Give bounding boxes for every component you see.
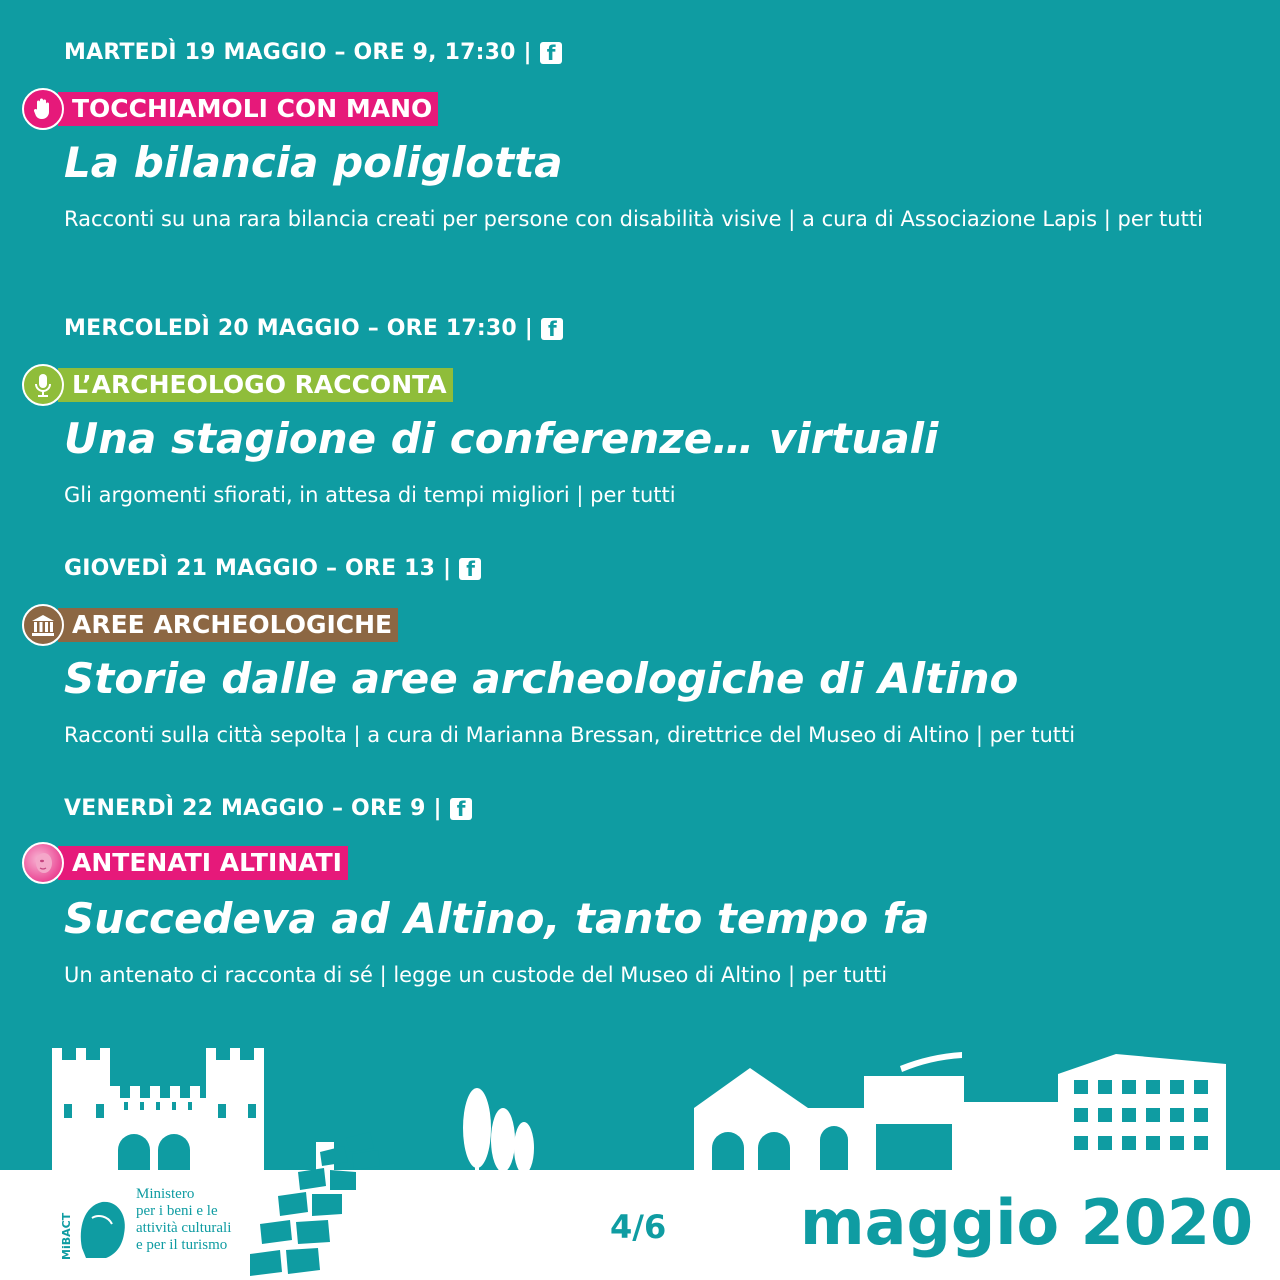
event-description: Racconti su una rara bilancia creati per persone con disabilità visive | a cura di Associazione Lapis | per tutti [64, 207, 1203, 231]
event-description: Racconti sulla città sepolta | a cura di Marianna Bressan, direttrice del Museo di Altino | per tutti [64, 723, 1076, 747]
microphone-icon [22, 364, 64, 406]
category-label: AREE ARCHEOLOGICHE [58, 608, 398, 642]
event-date: GIOVEDÌ 21 MAGGIO – ORE 13 | f [64, 556, 481, 581]
facebook-icon[interactable] [450, 798, 472, 820]
event-date: MERCOLEDÌ 20 MAGGIO – ORE 17:30 | f [64, 316, 563, 341]
event-description: Gli argomenti sfiorati, in attesa di tempi migliori | per tutti [64, 483, 676, 507]
facebook-icon[interactable] [540, 42, 562, 64]
category-tag [22, 604, 398, 646]
category-tag [22, 364, 453, 406]
logo-text: MiBACT [60, 1212, 73, 1260]
category-tag [22, 88, 438, 130]
event-title: Storie dalle aree archeologiche di Altino [64, 654, 1019, 703]
ancestor-face-icon [22, 842, 64, 884]
event-title: La bilancia poliglotta [64, 138, 563, 187]
event-description: Un antenato ci racconta di sé | legge un custode del Museo di Altino | per tutti [64, 963, 888, 987]
temple-icon [22, 604, 64, 646]
category-label: TOCCHIAMOLI CON MANO [58, 92, 438, 126]
category-label: ANTENATI ALTINATI [58, 846, 348, 880]
event-title: Succedeva ad Altino, tanto tempo fa [64, 894, 930, 943]
page-indicator: 4/6 [610, 1208, 667, 1246]
ministry-name: Ministero per i beni e le attività culturali e per il turismo [136, 1186, 232, 1253]
mibact-logo-icon [58, 1188, 132, 1264]
category-label: L’ARCHEOLOGO RACCONTA [58, 368, 453, 402]
category-tag [22, 842, 348, 884]
cobblestone-road-illustration [250, 1130, 410, 1280]
month-title: maggio 2020 [800, 1186, 1254, 1259]
event-date: MARTEDÌ 19 MAGGIO – ORE 9, 17:30 | f [64, 40, 562, 65]
hand-icon [22, 88, 64, 130]
facebook-icon[interactable] [459, 558, 481, 580]
facebook-icon[interactable] [541, 318, 563, 340]
event-title: Una stagione di conferenze… virtuali [64, 414, 939, 463]
event-date: VENERDÌ 22 MAGGIO – ORE 9 | f [64, 796, 472, 821]
